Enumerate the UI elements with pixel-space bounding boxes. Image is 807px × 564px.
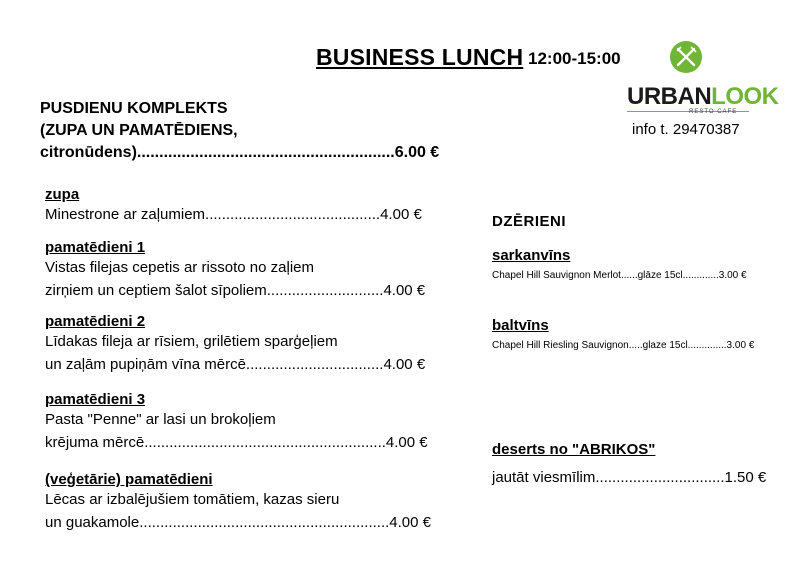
menu-item-line: Pasta "Penne" ar lasi un brokoļiem: [45, 411, 276, 428]
section-heading: zupa: [45, 186, 80, 203]
section-heading: pamatēdieni 3: [45, 391, 146, 408]
section-heading: pamatēdieni 1: [45, 239, 146, 256]
menu-section-main-1: [45, 239, 425, 302]
lunch-set-line: PUSDIENU KOMPLEKTS: [40, 100, 228, 117]
menu-section-vegetarian: [45, 471, 431, 534]
lunch-hours: 12:00-15:00: [528, 49, 621, 68]
lunch-set-line: citronūdens)..........................................................6.00 €: [40, 144, 440, 161]
section-heading: (veģetārie) pamatēdieni: [45, 471, 213, 488]
desserts-heading: deserts no "ABRIKOS": [492, 441, 656, 458]
menu-item-line: Lēcas ar izbalējušiem tomātiem, kazas sieru: [45, 491, 340, 508]
menu-section-soup: [45, 186, 422, 226]
dessert-item-line: jautāt viesmīlim...............................1.50 €: [492, 469, 767, 486]
menu-item-line: zirņiem un ceptiem šalot sīpoliem............................4.00 €: [45, 282, 426, 299]
logo-word-look: LOOK: [711, 83, 779, 110]
menu-item-line: krējuma mērcē..........................................................4.00 €: [45, 434, 428, 451]
drink-item-line: Chapel Hill Riesling Sauvignon.....glaze 15cl..............3.00 €: [492, 340, 755, 351]
fork-knife-icon: [669, 40, 703, 74]
page-title: BUSINESS LUNCH: [316, 44, 524, 70]
section-heading: pamatēdieni 2: [45, 313, 146, 330]
lunch-set: [40, 98, 439, 164]
menu-section-main-2: [45, 313, 425, 376]
lunch-set-line: (ZUPA UN PAMATĒDIENS,: [40, 122, 238, 139]
drinks-red-wine: [492, 247, 747, 281]
menu-item-line: Līdakas fileja ar rīsiem, grilētiem sparģeļiem: [45, 333, 338, 350]
section-heading: sarkanvīns: [492, 247, 571, 264]
menu-item-line: un zaļām pupiņām vīna mērcē.................................4.00 €: [45, 356, 426, 373]
info-phone: info t. 29470387: [632, 121, 740, 138]
logo-word-urban: URBAN: [627, 83, 712, 110]
logo-subtitle: RESTO CAFE: [689, 109, 738, 115]
menu-item-line: Vistas filejas cepetis ar rissoto no zaļiem: [45, 259, 315, 276]
logo-wordmark: [627, 83, 779, 111]
section-heading: baltvīns: [492, 317, 549, 334]
menu-section-main-3: [45, 391, 428, 454]
drinks-white-wine: [492, 317, 754, 351]
menu-item-line: Minestrone ar zaļumiem..........................................4.00 €: [45, 206, 422, 223]
drink-item-line: Chapel Hill Sauvignon Merlot......glāze 15cl.............3.00 €: [492, 270, 747, 281]
drinks-heading: DZĒRIENI: [492, 213, 567, 230]
menu-item-line: un guakamole............................................................4.00 €: [45, 514, 431, 531]
